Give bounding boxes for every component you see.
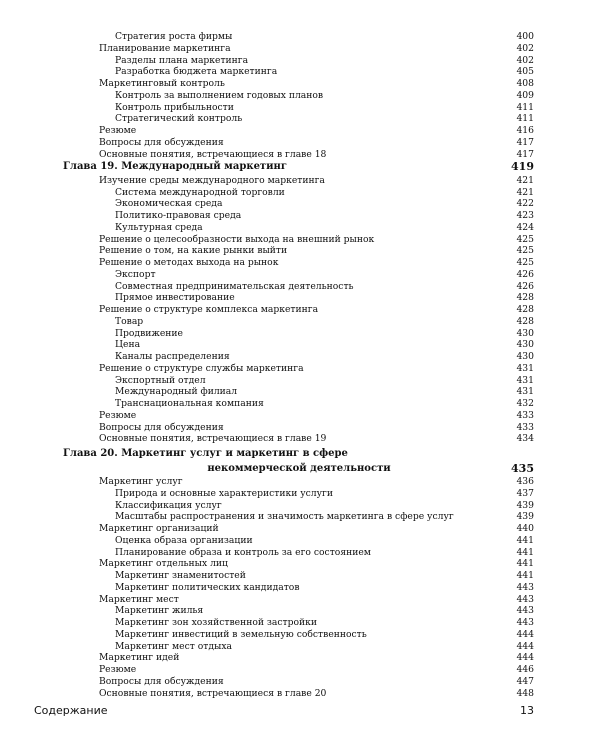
toc-entry-title: Маркетинг мест <box>99 593 179 605</box>
toc-entry-page: 444 <box>516 652 534 664</box>
toc-entry-page: 441 <box>516 570 534 581</box>
toc-entry-title: Классификация услуг <box>115 499 222 511</box>
toc-entry-page: 426 <box>516 280 534 292</box>
toc-entry-page: 402 <box>516 54 534 66</box>
toc-entry <box>0 78 600 90</box>
toc-entry-title: Маркетинг политических кандидатов <box>115 581 300 593</box>
toc-entry <box>0 245 600 257</box>
toc-entry-page: 409 <box>516 89 534 101</box>
toc-entry-page: 446 <box>516 664 534 675</box>
toc-entry-page: 444 <box>516 640 534 652</box>
toc-entry-title: Экономическая среда <box>115 198 223 210</box>
toc-entry-page: 428 <box>516 315 534 327</box>
toc-entry-page: 443 <box>516 593 534 605</box>
toc-entry <box>0 43 600 55</box>
toc-entry <box>0 594 600 606</box>
toc-entry-page: 440 <box>516 523 534 534</box>
toc-entry-title: Культурная среда <box>115 221 203 233</box>
toc-entry <box>0 234 600 246</box>
toc-entry-title: Разработка бюджета маркетинга <box>115 66 278 78</box>
toc-entry-title: Стратегический контроль <box>115 113 243 125</box>
toc-entry-page: 405 <box>516 66 534 78</box>
toc-entry-title: Маркетинг зон хозяйственной застройки <box>115 617 318 628</box>
toc-entry-title: Планирование образа и контроль за его состоянием <box>115 546 371 558</box>
toc-entry-title: Основные понятия, встречающиеся в главе 18 <box>99 148 327 160</box>
toc-entry <box>0 292 600 304</box>
toc-entry-page: 425 <box>516 233 534 245</box>
toc-entry-title: некоммерческой деятельности <box>207 462 391 474</box>
toc-entry <box>0 688 600 700</box>
toc-entry <box>0 31 600 43</box>
footer-title: Содержание <box>34 704 108 717</box>
toc-entry-title: Стратегия роста фирмы <box>115 31 233 42</box>
toc-entry-page: 431 <box>516 386 534 398</box>
toc-entry <box>0 652 600 664</box>
toc-entry-title: Экспорт <box>115 268 156 280</box>
toc-entry-page: 422 <box>516 198 534 210</box>
toc-entry-page: 430 <box>516 351 534 362</box>
toc-entry-page: 441 <box>516 546 534 558</box>
toc-entry <box>0 269 600 281</box>
toc-entry <box>0 570 600 582</box>
toc-entry-page: 437 <box>516 487 534 499</box>
toc-entry <box>0 500 600 512</box>
toc-entry-page: 441 <box>516 558 534 570</box>
toc-entry-title: Решение о целесообразности выхода на внешний рынок <box>99 233 375 245</box>
toc-entry <box>0 605 600 617</box>
toc-entry-title: Контроль за выполнением годовых планов <box>115 89 324 101</box>
toc-entry <box>0 535 600 547</box>
toc-entry-title: Маркетинг идей <box>99 652 180 664</box>
toc-entry-page: 443 <box>516 581 534 593</box>
toc-entry-title: Маркетинг жилья <box>115 605 204 617</box>
toc-entry <box>0 125 600 137</box>
toc-entry-title: Масштабы распространения и значимость маркетинга в сфере услуг <box>115 511 454 523</box>
toc-entry-page: 426 <box>516 268 534 280</box>
toc-entry-page: 423 <box>516 210 534 221</box>
toc-entry-title: Маркетинг мест отдыха <box>115 640 232 652</box>
toc-entry <box>0 187 600 199</box>
toc-entry-title: Цена <box>115 339 141 351</box>
toc-entry-page: 447 <box>516 675 534 687</box>
toc-entry <box>0 422 600 434</box>
toc-entry-title: Система международной торговли <box>115 186 285 198</box>
toc-entry <box>0 257 600 269</box>
toc-entry-title: Глава 20. Маркетинг услуг и маркетинг в сфере <box>63 448 348 459</box>
toc-entry <box>0 664 600 676</box>
toc-entry-title: Каналы распределения <box>115 351 230 362</box>
toc-entry-page: 402 <box>516 42 534 54</box>
toc-entry <box>0 328 600 340</box>
toc-entry-page: 411 <box>516 101 534 113</box>
toc-entry-page: 430 <box>516 327 534 339</box>
toc-entry-title: Экспортный отдел <box>115 374 206 386</box>
toc-entry <box>0 175 600 187</box>
toc-entry-page: 416 <box>516 125 534 136</box>
toc-entry <box>0 339 600 351</box>
toc-entry-page: 419 <box>511 160 534 174</box>
page-footer <box>0 704 600 720</box>
toc-entry-title: Прямое инвестирование <box>115 292 235 304</box>
toc-entry <box>0 433 600 445</box>
toc-entry <box>0 113 600 125</box>
toc-entry-page: 411 <box>516 113 534 125</box>
toc-entry-title: Вопросы для обсуждения <box>99 675 224 687</box>
toc-entry-page: 434 <box>516 433 534 445</box>
toc-entry-title: Оценка образа организации <box>115 534 253 546</box>
toc-entry <box>0 488 600 500</box>
toc-entry <box>0 55 600 67</box>
toc-entry-title: Маркетинговый контроль <box>99 78 225 89</box>
toc-entry-title: Маркетинг инвестиций в земельную собственность <box>115 628 367 640</box>
toc-entry <box>0 582 600 594</box>
toc-entry-page: 408 <box>516 78 534 89</box>
toc-entry-title: Вопросы для обсуждения <box>99 136 224 148</box>
toc-entry-title: Вопросы для обсуждения <box>99 421 224 433</box>
toc-entry-page: 417 <box>516 148 534 160</box>
toc-entry-title: Решение о структуре комплекса маркетинга <box>99 304 319 315</box>
toc-entry-title: Маркетинг организаций <box>99 523 219 534</box>
toc-chapter-entry <box>0 447 600 462</box>
toc-entry <box>0 102 600 114</box>
toc-entry-page: 424 <box>516 221 534 233</box>
toc-entry-title: Маркетинг отдельных лиц <box>99 558 228 570</box>
toc-entry-page: 421 <box>516 186 534 198</box>
toc-entry-page: 433 <box>516 409 534 421</box>
toc-entry-page: 439 <box>516 499 534 511</box>
toc-entry-title: Планирование маркетинга <box>99 42 231 54</box>
toc-entry-title: Глава 19. Международный маркетинг <box>63 161 287 173</box>
toc-entry <box>0 316 600 328</box>
toc-entry <box>0 222 600 234</box>
toc-entry-page: 425 <box>516 257 534 268</box>
toc-entry <box>0 617 600 629</box>
toc-entry-title: Основные понятия, встречающиеся в главе 20 <box>99 687 327 699</box>
toc-entry-title: Товар <box>115 315 144 327</box>
toc-entry-title: Решение о том, на какие рынки выйти <box>99 245 288 257</box>
toc-entry-page: 444 <box>516 628 534 640</box>
toc-entry <box>0 523 600 535</box>
toc-entry-title: Продвижение <box>115 327 183 339</box>
toc-entry-title: Международный филиал <box>115 386 238 398</box>
toc-entry-title: Резюме <box>99 125 137 136</box>
toc-chapter-entry <box>0 160 600 175</box>
toc-entry <box>0 629 600 641</box>
toc-entry-title: Резюме <box>99 664 137 675</box>
toc-entry-page: 417 <box>516 136 534 148</box>
toc-entry <box>0 558 600 570</box>
toc-entry <box>0 363 600 375</box>
toc-entry-title: Основные понятия, встречающиеся в главе 19 <box>99 433 327 445</box>
toc-entry <box>0 511 600 523</box>
toc-entry <box>0 281 600 293</box>
toc-entry-page: 431 <box>516 374 534 386</box>
toc-entry-page: 428 <box>516 304 534 315</box>
toc-entry-title: Контроль прибыльности <box>115 101 234 113</box>
toc-entry <box>0 198 600 210</box>
toc-entry-page: 425 <box>516 245 534 257</box>
toc-entry-page: 436 <box>516 476 534 487</box>
toc-entry-page: 433 <box>516 421 534 433</box>
toc-entry <box>0 304 600 316</box>
toc-entry <box>0 547 600 559</box>
toc-entry-title: Решение о методах выхода на рынок <box>99 257 279 268</box>
toc-entry-title: Совместная предпринимательская деятельность <box>115 280 354 292</box>
toc-entry-page: 443 <box>516 605 534 617</box>
toc-entry-title: Маркетинг знаменитостей <box>115 570 246 581</box>
toc-entry <box>0 641 600 653</box>
toc-entry <box>0 210 600 222</box>
toc-entry-page: 428 <box>516 292 534 304</box>
toc-entry-title: Маркетинг услуг <box>99 476 183 487</box>
toc-entry-page: 431 <box>516 362 534 374</box>
toc-entry-title: Транснациональная компания <box>115 398 264 409</box>
toc-chapter-entry <box>0 462 600 477</box>
toc-entry-page: 432 <box>516 398 534 409</box>
toc-entry-title: Разделы плана маркетинга <box>115 54 249 66</box>
toc-entry <box>0 375 600 387</box>
toc-entry-page: 400 <box>516 31 534 42</box>
toc-entry <box>0 398 600 410</box>
toc-entry-title: Резюме <box>99 409 137 421</box>
toc-entry <box>0 137 600 149</box>
footer-page-number: 13 <box>520 704 534 717</box>
toc-entry-title: Изучение среды международного маркетинга <box>99 174 325 186</box>
toc-entry-page: 441 <box>516 534 534 546</box>
toc-entry <box>0 676 600 688</box>
toc-entry <box>0 66 600 78</box>
toc-entry <box>0 351 600 363</box>
toc-entry <box>0 476 600 488</box>
toc-entry-page: 448 <box>516 687 534 699</box>
toc-entry-page: 439 <box>516 511 534 523</box>
toc-entry-page: 443 <box>516 617 534 628</box>
toc-entry <box>0 410 600 422</box>
toc-entry-page: 435 <box>511 461 534 475</box>
toc-entry-page: 430 <box>516 339 534 351</box>
toc-entry-title: Политико-правовая среда <box>115 210 242 221</box>
table-of-contents <box>0 31 600 699</box>
toc-entry-title: Природа и основные характеристики услуги <box>115 487 333 499</box>
toc-entry <box>0 386 600 398</box>
toc-entry <box>0 149 600 161</box>
toc-entry <box>0 90 600 102</box>
toc-entry-page: 421 <box>516 174 534 186</box>
toc-entry-title: Решение о структуре службы маркетинга <box>99 362 304 374</box>
